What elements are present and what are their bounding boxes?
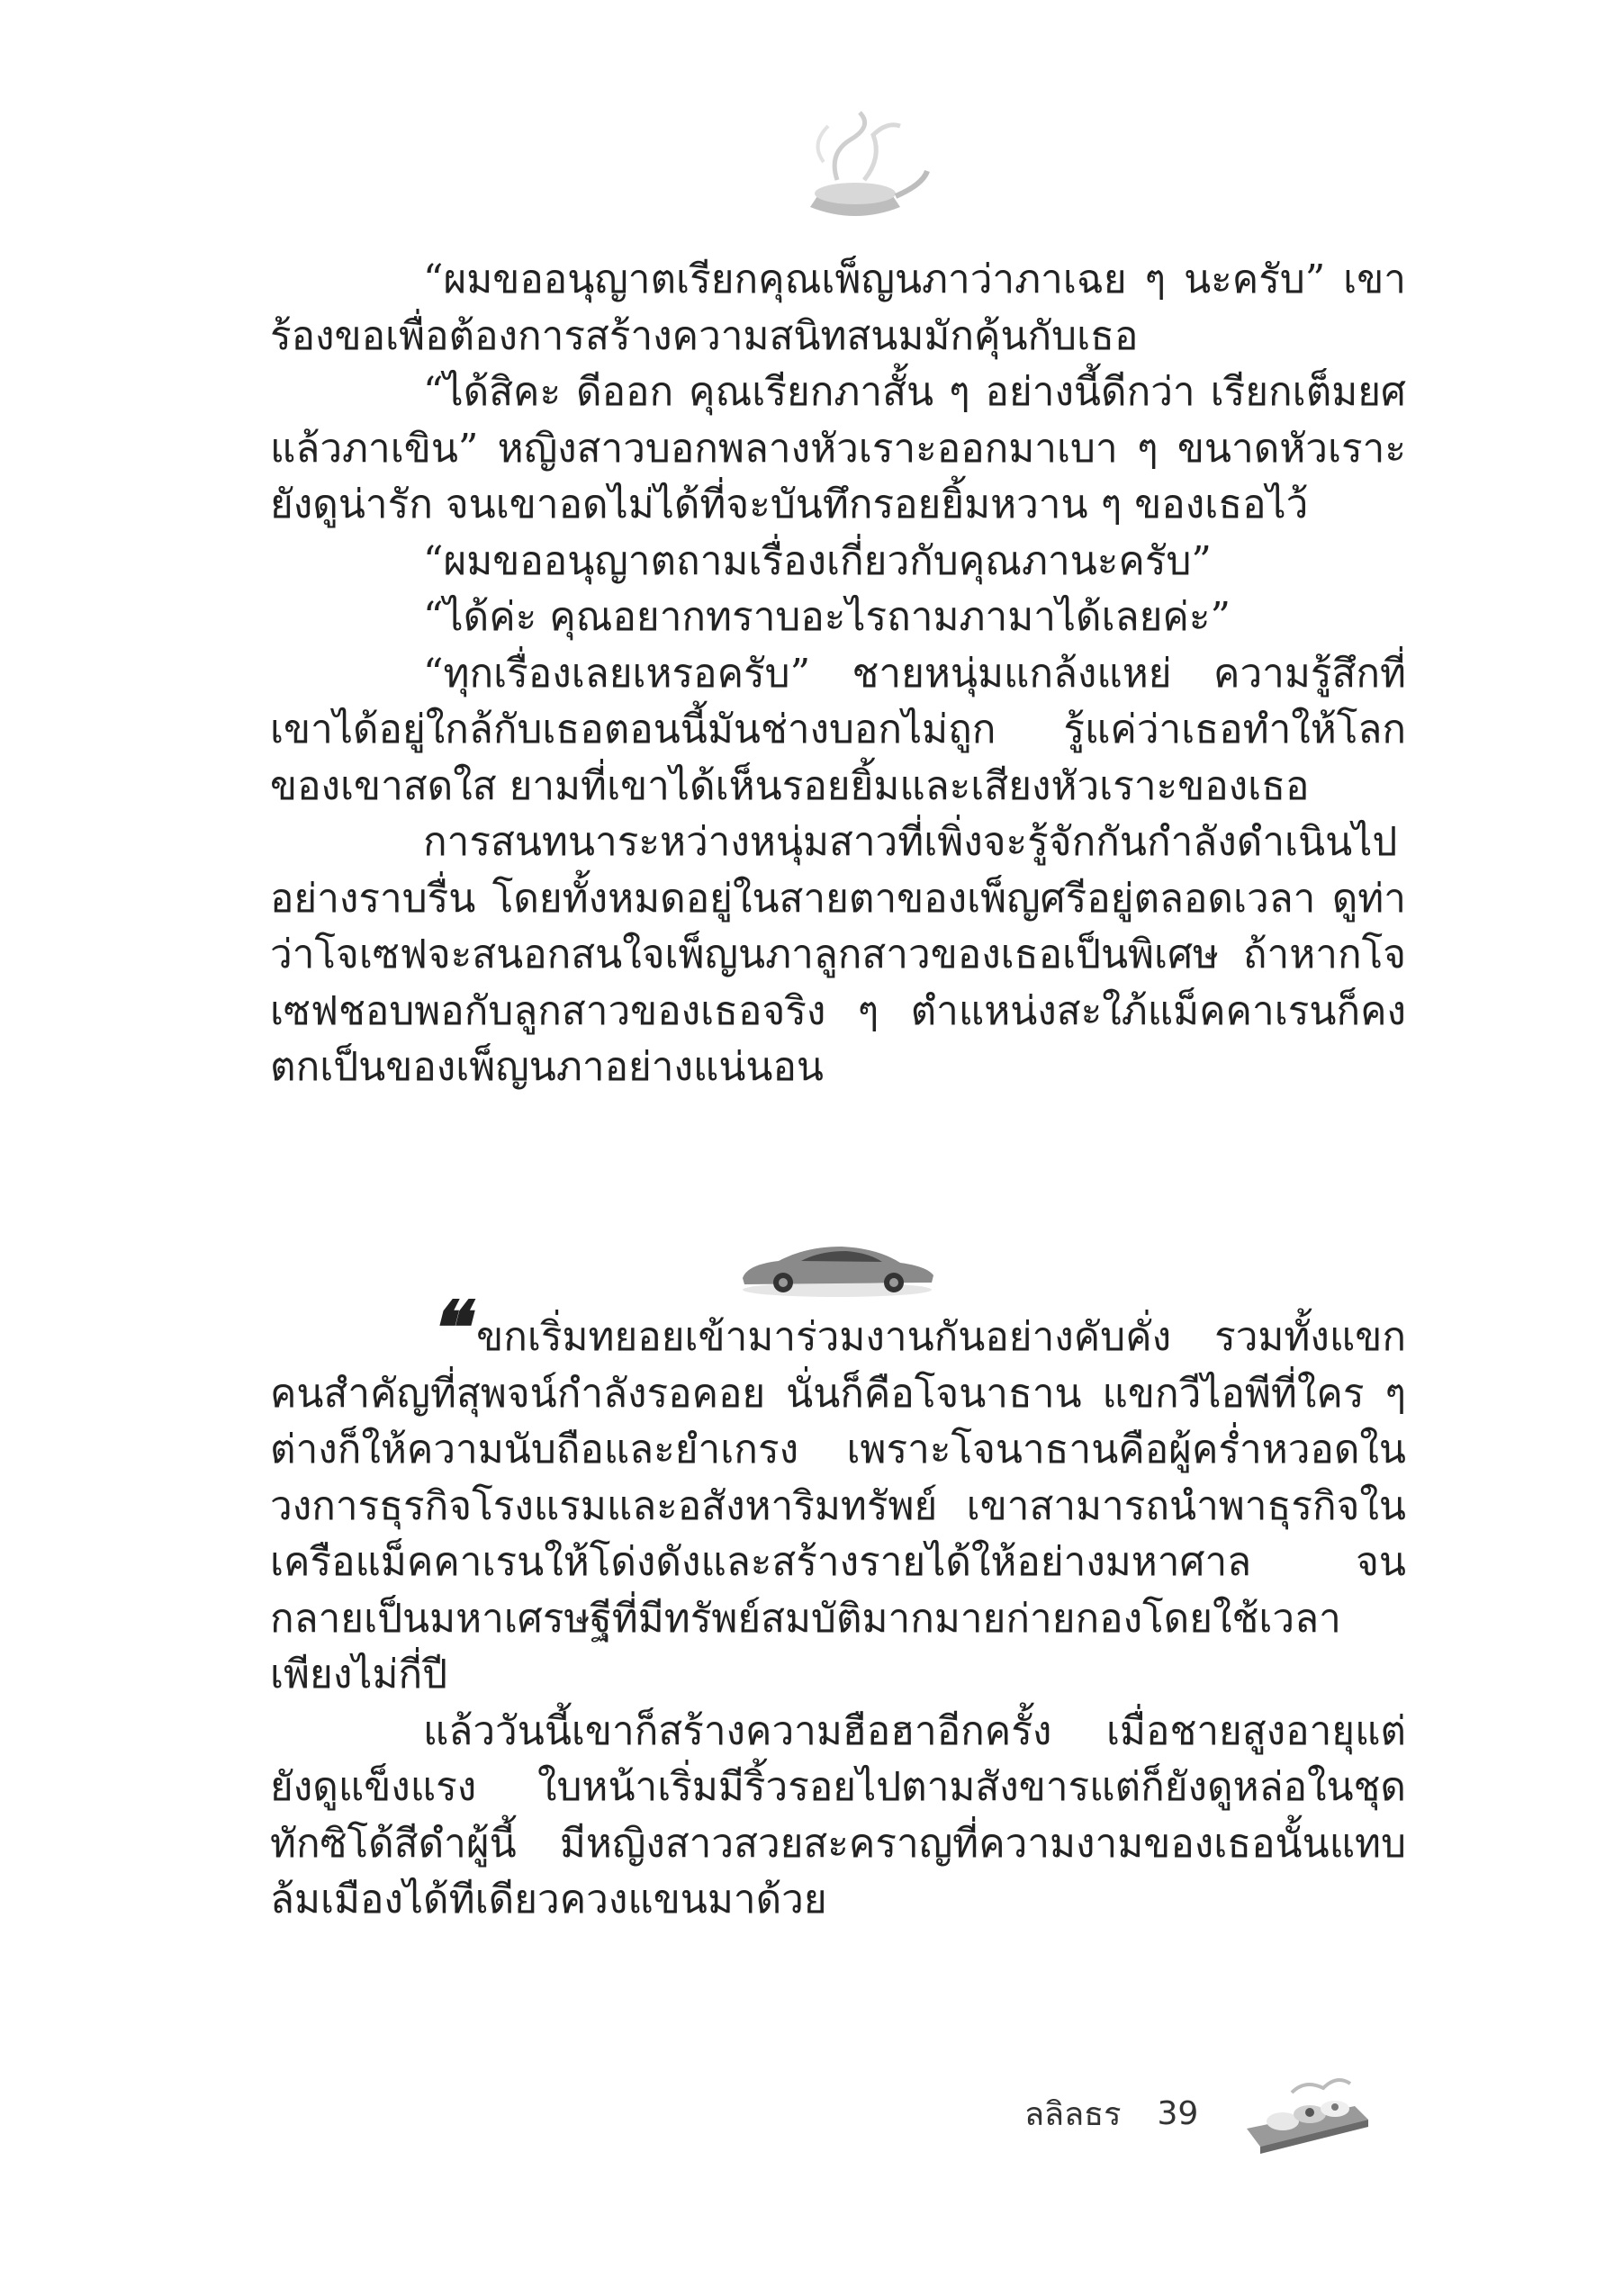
section-one <box>270 252 1406 1096</box>
sushi-plate-icon <box>1238 2057 1373 2165</box>
teapot-ornament-icon <box>774 108 936 234</box>
paragraph: “ทุกเรื่องเลยเหรอครับ” ชายหนุ่มแกล้งแหย่ ความรู้สึกที่เขาได้อยู่ใกล้กับเธอตอนนี้มันช่างบอกไม่ถูก รู้แค่ว่าเธอทำให้โลกของเขาสดใส ยามที่เขาได้เห็นรอยยิ้มและเสียงหัวเราะของเธอ <box>270 650 1406 809</box>
page-footer <box>1024 2088 1198 2139</box>
paragraph: แล้ววันนี้เขาก็สร้างความฮือฮาอีกครั้ง เมื่อชายสูงอายุแต่ยังดูแข็งแรง ใบหน้าเริ่มมีริ้วรอยไปตามสังขารแต่ก็ยังดูหล่อในชุดทักซิโด้สีดำผู้นี้ มีหญิงสาวสวยสะคราญที่ความงามของเธอนั้นแทบล้มเมืองได้ทีเดียวควงแขนมาด้วย <box>270 1707 1406 1922</box>
paragraph: การสนทนาระหว่างหนุ่มสาวที่เพิ่งจะรู้จักกันกำลังดำเนินไปอย่างราบรื่น โดยทั้งหมดอยู่ในสายตาของเพ็ญศรีอยู่ตลอดเวลา ดูท่าว่าโจเซฟจะสนอกสนใจเพ็ญนภาลูกสาวของเธอเป็นพิเศษ ถ้าหากโจเซฟชอบพอกับลูกสาวของเธอจริง ๆ ตำแหน่งสะใภ้แม็คคาเรนก็คงตกเป็นของเพ็ญนภาอย่างแน่นอน <box>270 819 1406 1090</box>
quote-mark-icon: ❝ <box>428 1285 468 1372</box>
section-two <box>270 1285 1406 1929</box>
sports-car-icon <box>734 1229 941 1301</box>
paragraph <box>270 1285 1406 1704</box>
lead-paragraph-text: ขกเริ่มทยอยเข้ามาร่วมงานกันอย่างคับคั่ง รวมทั้งแขกคนสำคัญที่สุพจน์กำลังรอคอย นั่นก็คือโจนาธาน แขกวีไอพีที่ใคร ๆ ต่างก็ให้ความนับถือและยำเกรง เพราะโจนาธานคือผู้คร่ำหวอดในวงการธุรกิจโรงแรมและอสังหาริมทรัพย์ เขาสามารถนำพาธุรกิจในเครือแม็คคาเรนให้โด่งดังและสร้างรายได้ให้อย่างมหาศาล จนกลายเป็นมหาเศรษฐีที่มีทรัพย์สมบัติมากมายก่ายกองโดยใช้เวลาเพียงไม่กี่ปี <box>270 1314 1406 1697</box>
book-title: ลลิลธร <box>1024 2096 1122 2133</box>
paragraph: “ได้สิคะ ดีออก คุณเรียกภาสั้น ๆ อย่างนี้ดีกว่า เรียกเต็มยศแล้วภาเขิน” หญิงสาวบอกพลางหัวเราะออกมาเบา ๆ ขนาดหัวเราะยังดูน่ารัก จนเขาอดไม่ได้ที่จะบันทึกรอยยิ้มหวาน ๆ ของเธอไว้ <box>270 369 1406 527</box>
paragraph: “ผมขออนุญาตเรียกคุณเพ็ญนภาว่าภาเฉย ๆ นะครับ” เขาร้องขอเพื่อต้องการสร้างความสนิทสนมมักคุ้นกับเธอ <box>270 257 1406 359</box>
page-number: 39 <box>1157 2095 1199 2132</box>
paragraph: “ได้ค่ะ คุณอยากทราบอะไรถามภามาได้เลยค่ะ” <box>423 594 1231 640</box>
paragraph: “ผมขออนุญาตถามเรื่องเกี่ยวกับคุณภานะครับ” <box>423 537 1212 584</box>
